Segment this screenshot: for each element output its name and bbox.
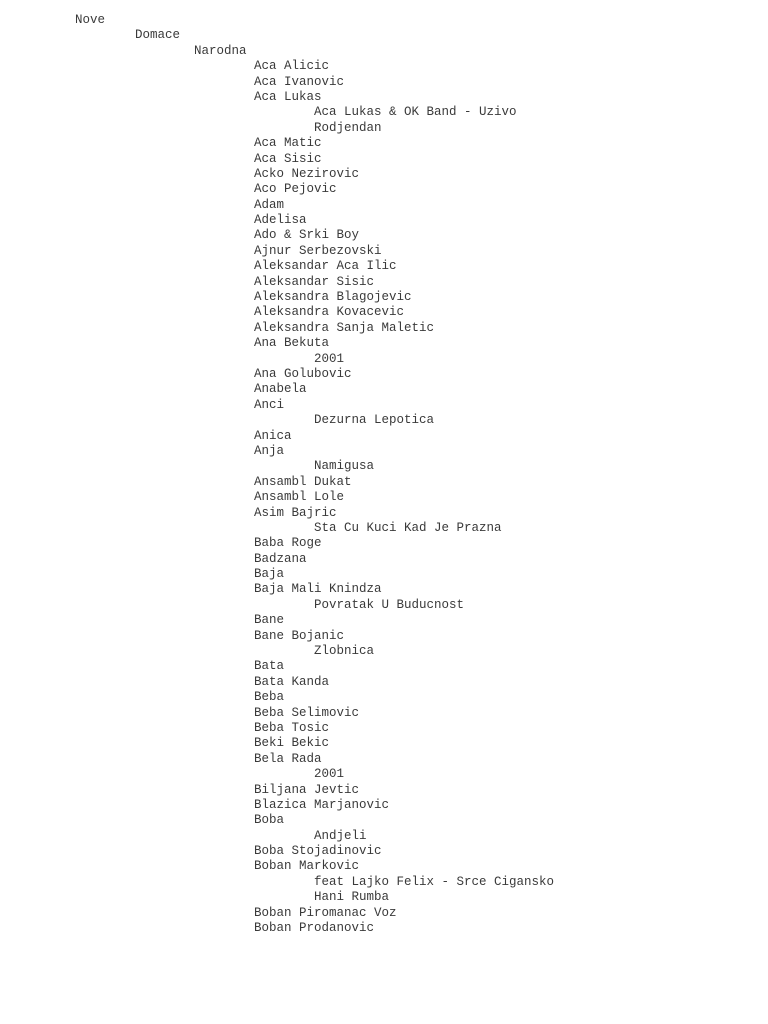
tree-artist-item: Ana Golubovic bbox=[254, 366, 352, 381]
tree-artist-item: Boba Stojadinovic bbox=[254, 844, 382, 859]
tree-artist-item: Beba bbox=[254, 690, 285, 705]
tree-artist-item: Bela Rada bbox=[254, 751, 322, 766]
tree-artist-item: Anabela bbox=[254, 382, 307, 397]
tree-artist-item: Ana Bekuta bbox=[254, 336, 330, 351]
tree-artist-item: Aleksandra Sanja Maletic bbox=[254, 320, 435, 335]
tree-artist-item: Baja bbox=[254, 567, 285, 582]
tree-artist-item: Aleksandra Kovacevic bbox=[254, 305, 405, 320]
tree-album-item: Hani Rumba bbox=[314, 890, 390, 905]
tree-artist-item: Aleksandar Sisic bbox=[254, 274, 375, 289]
tree-artist-item: Ado & Srki Boy bbox=[254, 228, 360, 243]
tree-album-item: 2001 bbox=[314, 351, 345, 366]
tree-artist-item: Aleksandar Aca Ilic bbox=[254, 259, 397, 274]
tree-artist-item: Asim Bajric bbox=[254, 505, 337, 520]
tree-genre-folder: Narodna bbox=[194, 43, 247, 58]
tree-artist-item: Anja bbox=[254, 443, 285, 458]
tree-artist-item: Acko Nezirovic bbox=[254, 166, 360, 181]
tree-artist-item: Adam bbox=[254, 197, 285, 212]
tree-root-folder: Nove bbox=[75, 13, 106, 27]
tree-artist-item: Aca Sisic bbox=[254, 151, 322, 166]
tree-artist-item: Badzana bbox=[254, 551, 307, 566]
tree-artist-item: Bane Bojanic bbox=[254, 628, 345, 643]
tree-artist-item: Aca Matic bbox=[254, 136, 322, 151]
tree-folder: Domace bbox=[135, 28, 181, 43]
directory-tree bbox=[0, 13, 554, 936]
tree-artist-item: Boban Markovic bbox=[254, 859, 360, 874]
tree-artist-item: Boban Prodanovic bbox=[254, 921, 375, 936]
tree-album-item: Dezurna Lepotica bbox=[314, 413, 435, 428]
tree-artist-item: Bata bbox=[254, 659, 285, 674]
tree-artist-item: Ajnur Serbezovski bbox=[254, 243, 382, 258]
tree-artist-item: Boban Piromanac Voz bbox=[254, 905, 397, 920]
tree-artist-item: Aca Lukas bbox=[254, 89, 322, 104]
tree-artist-item: Baba Roge bbox=[254, 536, 322, 551]
tree-artist-item: Ansambl Lole bbox=[254, 490, 345, 505]
tree-artist-item: Bata Kanda bbox=[254, 674, 330, 689]
tree-artist-item: Ansambl Dukat bbox=[254, 474, 352, 489]
tree-artist-item: Anica bbox=[254, 428, 292, 443]
tree-album-item: Zlobnica bbox=[314, 644, 375, 659]
tree-album-item: feat Lajko Felix - Srce Cigansko bbox=[314, 874, 555, 889]
tree-artist-item: Aca Alicic bbox=[254, 59, 330, 74]
tree-album-item: Sta Cu Kuci Kad Je Prazna bbox=[314, 520, 502, 535]
tree-album-item: Aca Lukas & OK Band - Uzivo bbox=[314, 105, 517, 120]
tree-artist-item: Beki Bekic bbox=[254, 736, 330, 751]
tree-artist-item: Aca Ivanovic bbox=[254, 74, 345, 89]
tree-album-item: 2001 bbox=[314, 767, 345, 782]
tree-album-item: Andjeli bbox=[314, 828, 367, 843]
tree-artist-item: Boba bbox=[254, 813, 285, 828]
tree-artist-item: Blazica Marjanovic bbox=[254, 797, 390, 812]
tree-artist-item: Anci bbox=[254, 397, 285, 412]
tree-artist-item: Adelisa bbox=[254, 213, 307, 228]
tree-album-item: Rodjendan bbox=[314, 120, 382, 135]
tree-artist-item: Aleksandra Blagojevic bbox=[254, 290, 412, 305]
tree-album-item: Namigusa bbox=[314, 459, 375, 474]
tree-artist-item: Beba Tosic bbox=[254, 720, 330, 735]
tree-artist-item: Baja Mali Knindza bbox=[254, 582, 382, 597]
tree-artist-item: Aco Pejovic bbox=[254, 182, 337, 197]
tree-artist-item: Biljana Jevtic bbox=[254, 782, 360, 797]
tree-artist-item: Beba Selimovic bbox=[254, 705, 360, 720]
tree-album-item: Povratak U Buducnost bbox=[314, 597, 465, 612]
tree-artist-item: Bane bbox=[254, 613, 285, 628]
